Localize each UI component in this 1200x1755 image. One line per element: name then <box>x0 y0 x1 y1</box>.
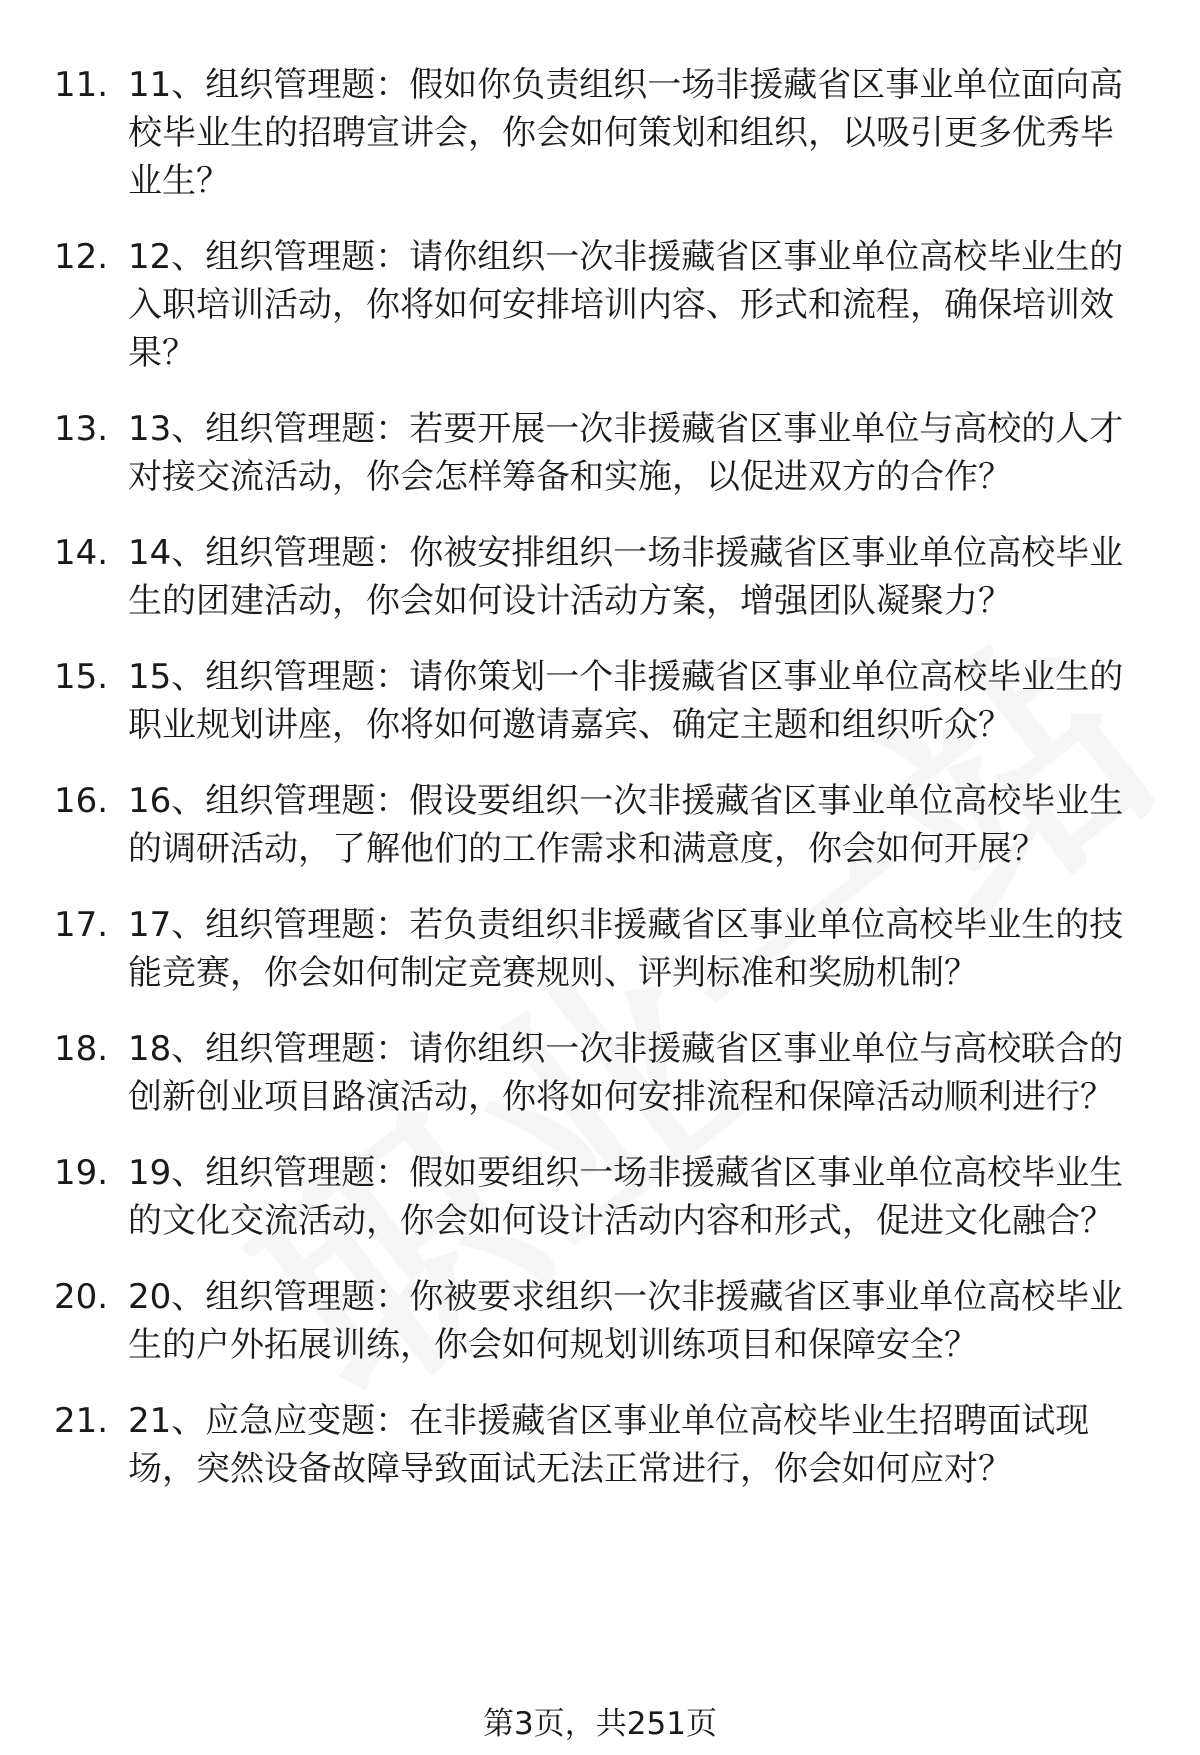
list-item <box>0 405 1200 501</box>
question-text: 14、组织管理题：你被安排组织一场非援藏省区事业单位高校毕业生的团建活动，你会如何设计活动方案，增强团队凝聚力？ <box>128 533 1124 621</box>
question-list <box>0 61 1200 1521</box>
question-text: 17、组织管理题：若负责组织非援藏省区事业单位高校毕业生的技能竞赛，你会如何制定竞赛规则、评判标准和奖励机制？ <box>128 905 1124 993</box>
question-text: 20、组织管理题：你被要求组织一次非援藏省区事业单位高校毕业生的户外拓展训练，你会如何规划训练项目和保障安全？ <box>128 1277 1124 1365</box>
list-item <box>0 233 1200 377</box>
question-number: 15. <box>54 657 109 697</box>
question-number: 17. <box>54 905 109 945</box>
question-number: 19. <box>54 1153 109 1193</box>
question-number: 21. <box>54 1401 109 1441</box>
list-item <box>0 901 1200 997</box>
question-text: 11、组织管理题：假如你负责组织一场非援藏省区事业单位面向高校毕业生的招聘宣讲会，你会如何策划和组织，以吸引更多优秀毕业生？ <box>128 65 1124 201</box>
question-number: 14. <box>54 533 109 573</box>
question-number: 12. <box>54 237 109 277</box>
list-item <box>0 529 1200 625</box>
question-number: 18. <box>54 1029 109 1069</box>
question-text: 16、组织管理题：假设要组织一次非援藏省区事业单位高校毕业生的调研活动，了解他们的工作需求和满意度，你会如何开展？ <box>128 781 1124 869</box>
list-item <box>0 653 1200 749</box>
question-number: 11. <box>54 65 109 105</box>
question-number: 20. <box>54 1277 109 1317</box>
list-item <box>0 777 1200 873</box>
list-item <box>0 1397 1200 1493</box>
question-text: 21、应急应变题：在非援藏省区事业单位高校毕业生招聘面试现场，突然设备故障导致面试无法正常进行，你会如何应对？ <box>128 1401 1090 1489</box>
question-text: 12、组织管理题：请你组织一次非援藏省区事业单位高校毕业生的入职培训活动，你将如何安排培训内容、形式和流程，确保培训效果？ <box>128 237 1124 373</box>
page-footer: 第3页，共251页 <box>483 1706 717 1742</box>
question-text: 18、组织管理题：请你组织一次非援藏省区事业单位与高校联合的创新创业项目路演活动，你将如何安排流程和保障活动顺利进行？ <box>128 1029 1124 1117</box>
question-text: 19、组织管理题：假如要组织一场非援藏省区事业单位高校毕业生的文化交流活动，你会如何设计活动内容和形式，促进文化融合？ <box>128 1153 1124 1241</box>
list-item <box>0 1025 1200 1121</box>
question-text: 13、组织管理题：若要开展一次非援藏省区事业单位与高校的人才对接交流活动，你会怎样筹备和实施，以促进双方的合作？ <box>128 409 1124 497</box>
list-item <box>0 61 1200 205</box>
question-text: 15、组织管理题：请你策划一个非援藏省区事业单位高校毕业生的职业规划讲座，你将如何邀请嘉宾、确定主题和组织听众？ <box>128 657 1124 745</box>
question-number: 16. <box>54 781 109 821</box>
list-item <box>0 1273 1200 1369</box>
list-item <box>0 1149 1200 1245</box>
question-number: 13. <box>54 409 109 449</box>
